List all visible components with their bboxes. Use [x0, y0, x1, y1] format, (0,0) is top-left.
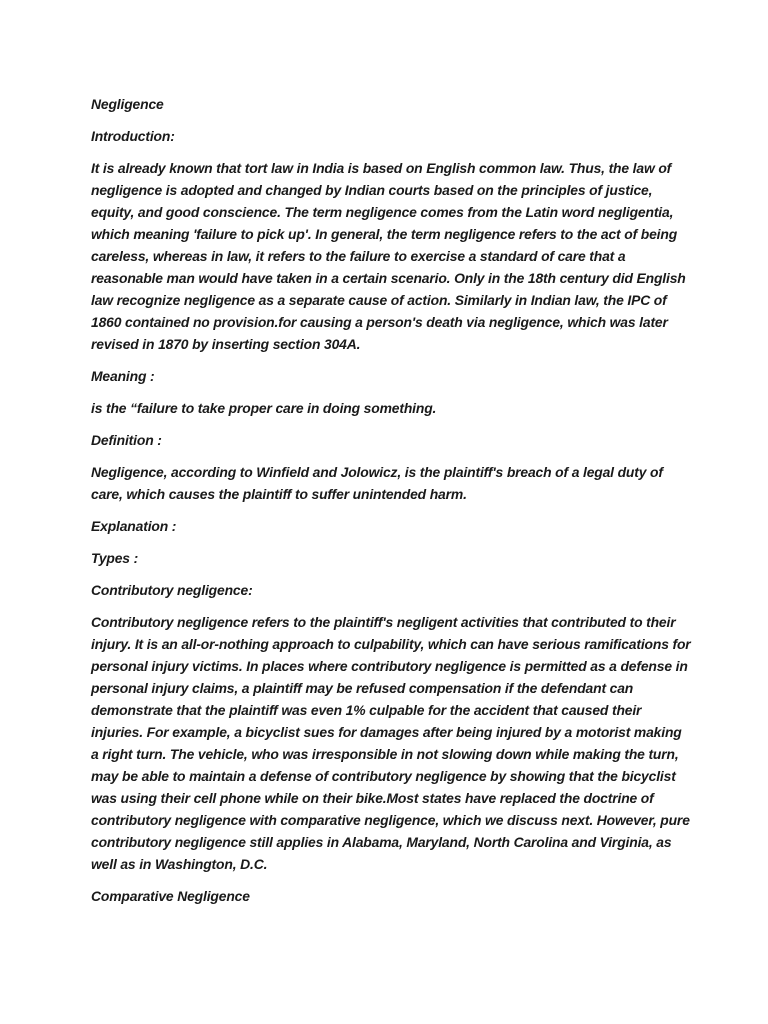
heading-explanation: Explanation : — [91, 518, 177, 534]
heading-contributory-negligence: Contributory negligence: — [91, 582, 253, 598]
paragraph-meaning: is the “failure to take proper care in doing something. — [91, 400, 437, 416]
document-body — [91, 93, 691, 917]
heading-definition: Definition : — [91, 432, 162, 448]
heading-comparative-negligence: Comparative Negligence — [91, 888, 250, 904]
paragraph-contributory-negligence: Contributory negligence refers to the plaintiff's negligent activities that contributed to their injury. It is an all-or-nothing approach to culpability, which can have serious ramifications for personal injury victims. In places where contributory negligence is permitted as a defense in personal injury claims, a plaintiff may be refused compensation if the defendant can demonstrate that the plaintiff was even 1% culpable for the accident that caused their injuries. For example, a bicyclist sues for damages after being injured by a motorist making a right turn. The vehicle, who was irresponsible in not slowing down while making the turn, may be able to maintain a defense of contributory negligence by showing that the bicyclist was using their cell phone while on their bike.Most states have replaced the doctrine of contributory negligence with comparative negligence, which we discuss next. However, pure contributory negligence still applies in Alabama, Maryland, North Carolina and Virginia, as well as in Washington, D.C. — [91, 614, 691, 872]
heading-meaning: Meaning : — [91, 368, 155, 384]
heading-types: Types : — [91, 550, 139, 566]
paragraph-definition: Negligence, according to Winfield and Jolowicz, is the plaintiff's breach of a legal duty of care, which causes the plaintiff to suffer unintended harm. — [91, 464, 663, 502]
paragraph-introduction: It is already known that tort law in India is based on English common law. Thus, the law of negligence is adopted and changed by Indian courts based on the principles of justice, equity, and good conscience. The term negligence comes from the Latin word negligentia, which meaning 'failure to pick up'. In general, the term negligence refers to the act of being careless, whereas in law, it refers to the failure to exercise a standard of care that a reasonable man would have taken in a certain scenario. Only in the 18th century did English law recognize negligence as a separate cause of action. Similarly in Indian law, the IPC of 1860 contained no provision.for causing a person's death via negligence, which was later revised in 1870 by inserting section 304A. — [91, 160, 686, 352]
document-title: Negligence — [91, 96, 164, 112]
heading-introduction: Introduction: — [91, 128, 175, 144]
